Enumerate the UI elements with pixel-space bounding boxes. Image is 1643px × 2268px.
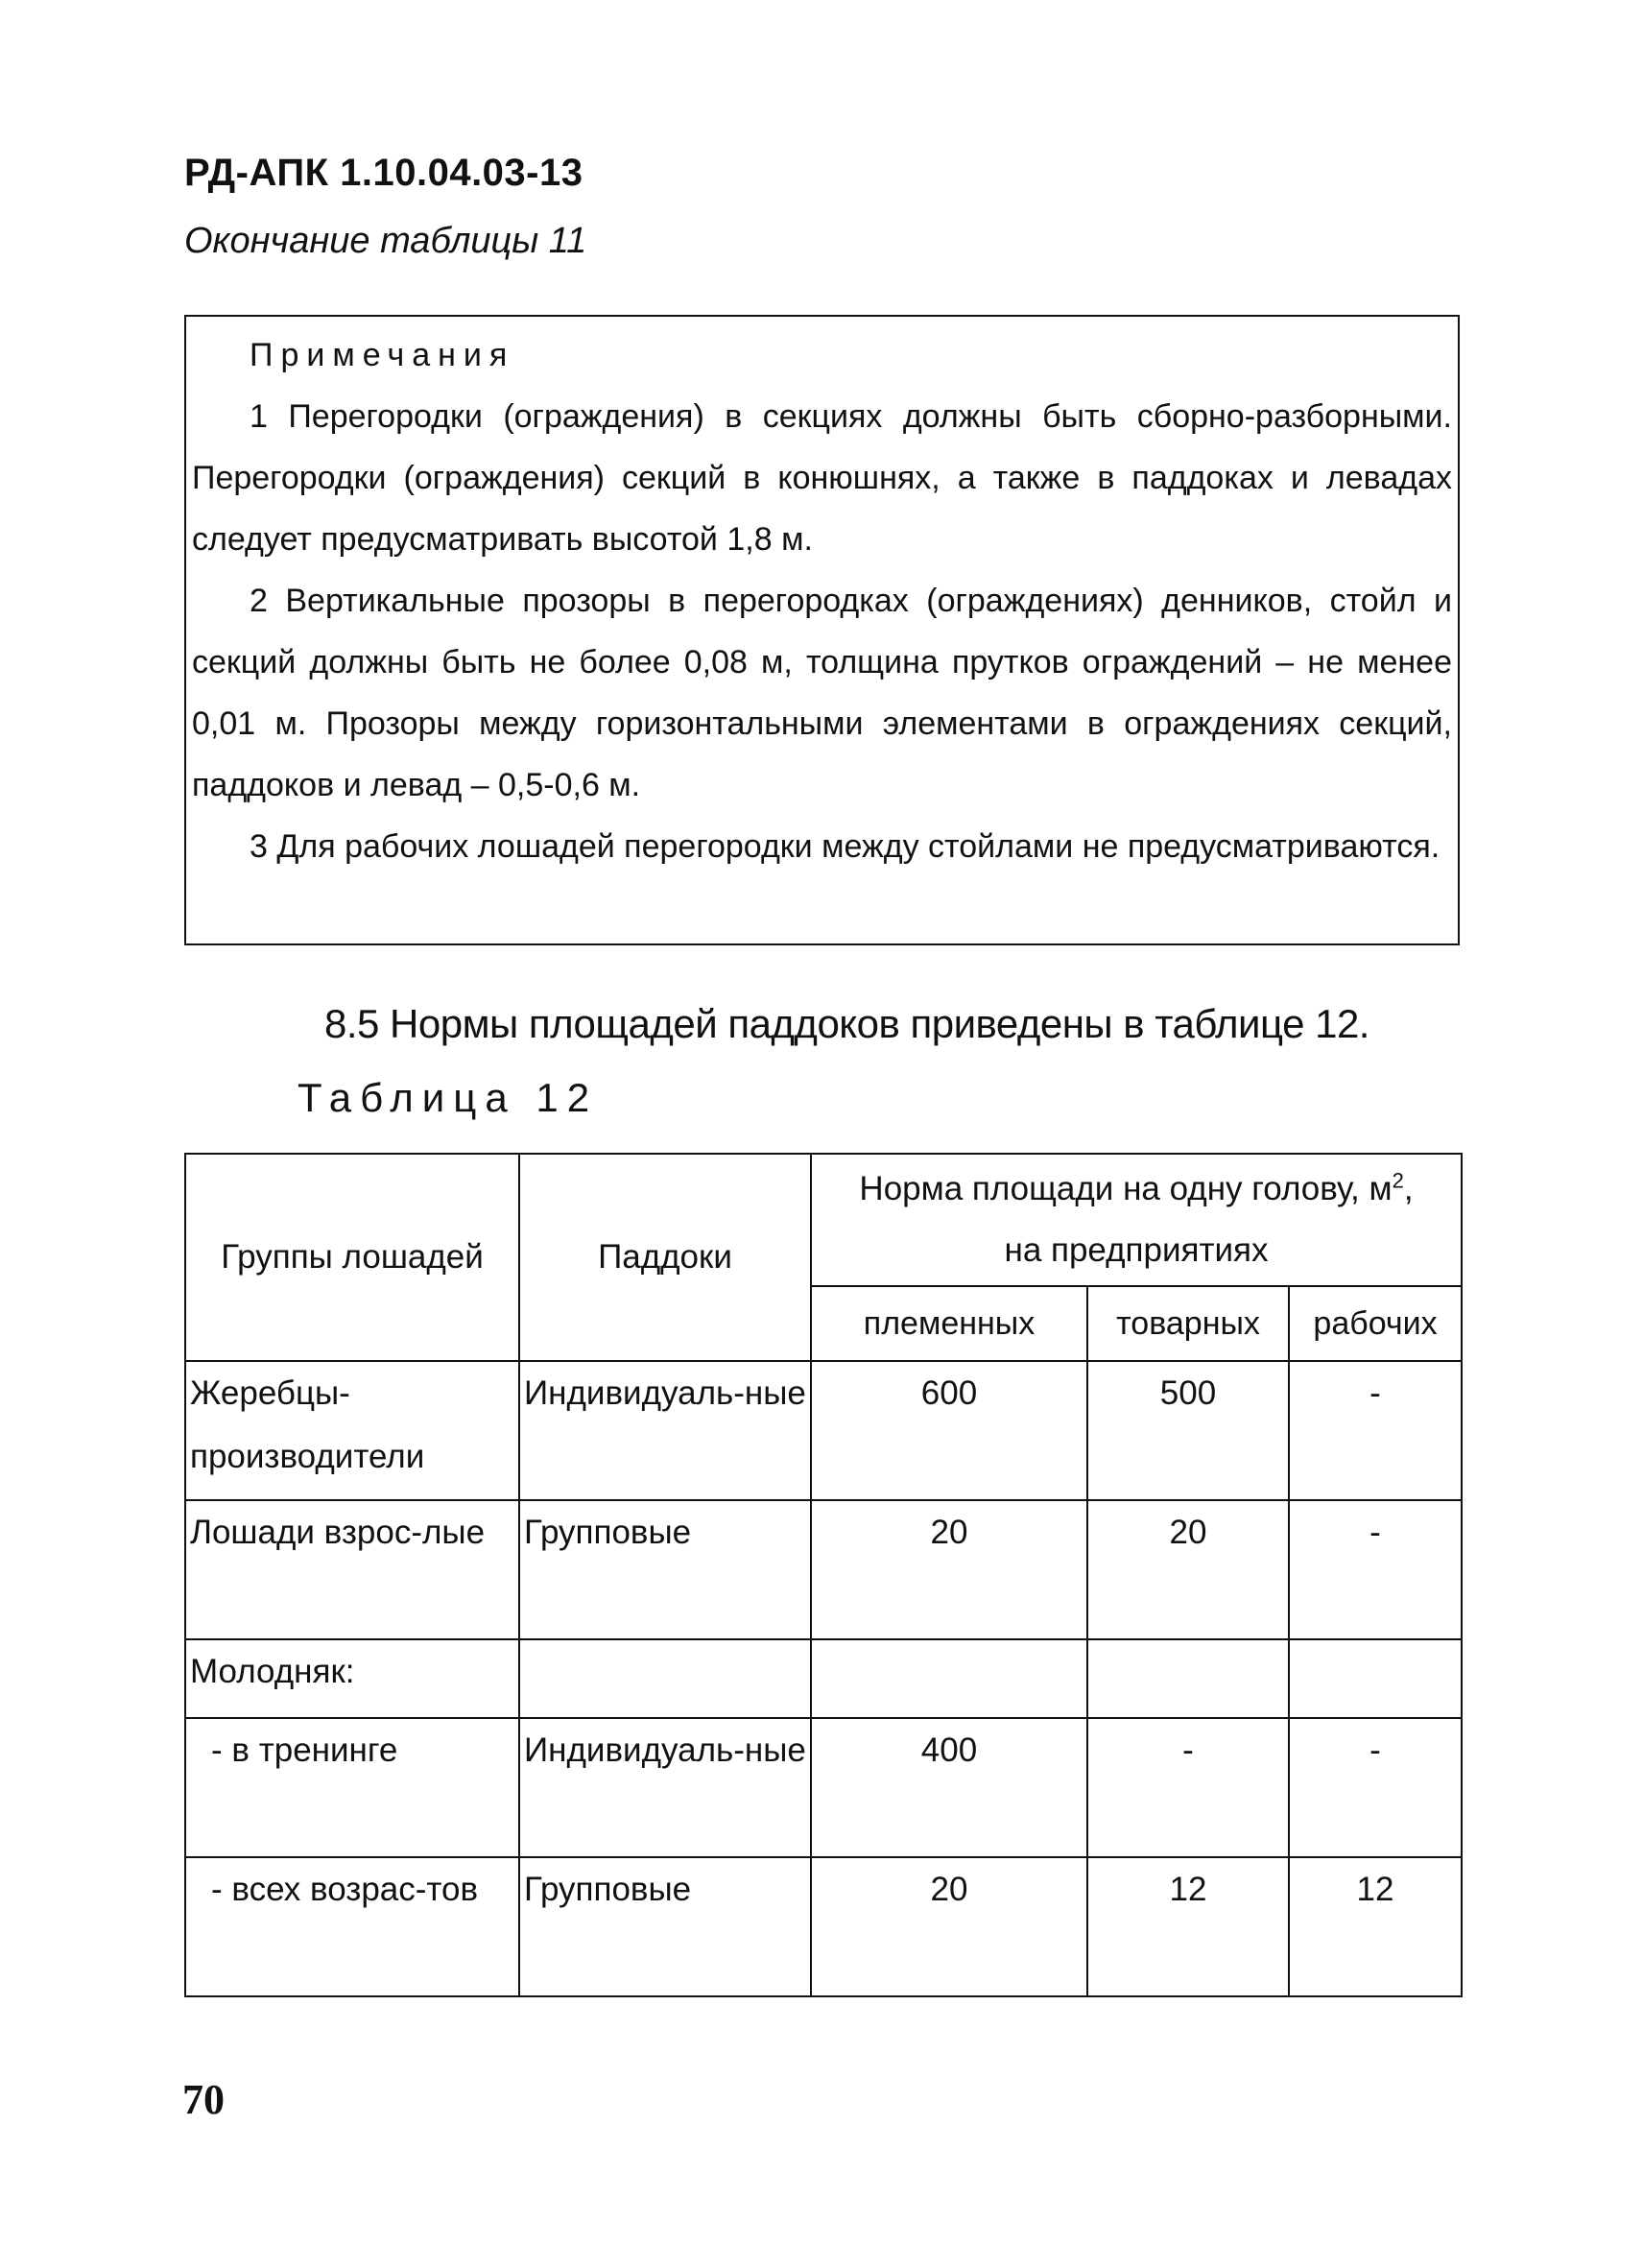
header-breeding: племенных: [811, 1286, 1087, 1361]
value-breeding: [811, 1639, 1087, 1718]
table-row: [185, 1857, 1462, 1996]
paddock-cell: Индивидуаль-ные: [519, 1718, 811, 1857]
value-commercial: 20: [1087, 1500, 1289, 1639]
header-working: рабочих: [1289, 1286, 1462, 1361]
value-breeding: 20: [811, 1857, 1087, 1996]
group-cell: - всех возрас-тов: [185, 1857, 519, 1996]
group-cell: Лошади взрос-лые: [185, 1500, 519, 1639]
note-3: 3 Для рабочих лошадей перегородки между стойлами не предусматриваются.: [250, 828, 1441, 865]
header-commercial: товарных: [1087, 1286, 1289, 1361]
table-continuation-caption: Окончание таблицы 11: [184, 221, 587, 261]
value-commercial: [1087, 1639, 1289, 1718]
header-norm-unit: 2: [1392, 1168, 1404, 1193]
header-norm: [811, 1154, 1462, 1286]
table-row: [185, 1718, 1462, 1857]
header-norm-line1: Норма площади на одну голову, м: [859, 1170, 1393, 1207]
value-breeding: 400: [811, 1718, 1087, 1857]
header-norm-comma: ,: [1403, 1170, 1414, 1207]
header-group: Группы лошадей: [185, 1154, 519, 1361]
value-working: -: [1289, 1361, 1462, 1500]
section-8-5: 8.5 Нормы площадей паддоков приведены в таблице 12.: [324, 1001, 1369, 1046]
group-cell: Жеребцы-производители: [185, 1361, 519, 1500]
header-paddock: Паддоки: [519, 1154, 811, 1361]
value-breeding: 600: [811, 1361, 1087, 1500]
table-row: [185, 1639, 1462, 1718]
value-working: [1289, 1639, 1462, 1718]
group-cell: - в тренинге: [185, 1718, 519, 1857]
table-row: [185, 1500, 1462, 1639]
group-cell: Молодняк:: [185, 1639, 519, 1718]
header-norm-line2: на предприятиях: [1004, 1231, 1269, 1269]
value-working: -: [1289, 1500, 1462, 1639]
paddock-norms-table: [184, 1153, 1463, 1997]
notes-title: Примечания: [250, 337, 515, 373]
notes-box: [184, 315, 1460, 945]
value-working: -: [1289, 1718, 1462, 1857]
table-label: Таблица 12: [298, 1075, 599, 1120]
note-1: 1 Перегородки (ограждения) в секциях должны быть сборно-разборными. Перегородки (ограждения) секций в конюшнях, а также в паддоках и левадах следует предусматривать высотой 1,8 м.: [192, 398, 1452, 558]
paddock-cell: Индивидуаль-ные: [519, 1361, 811, 1500]
table-row: [185, 1361, 1462, 1500]
page-number: 70: [182, 2076, 225, 2123]
value-commercial: 500: [1087, 1361, 1289, 1500]
value-working: 12: [1289, 1857, 1462, 1996]
paddock-cell: Групповые: [519, 1500, 811, 1639]
paddock-cell: [519, 1639, 811, 1718]
value-commercial: 12: [1087, 1857, 1289, 1996]
value-breeding: 20: [811, 1500, 1087, 1639]
paddock-cell: Групповые: [519, 1857, 811, 1996]
document-code: РД-АПК 1.10.04.03-13: [184, 152, 583, 194]
value-commercial: -: [1087, 1718, 1289, 1857]
note-2: 2 Вертикальные прозоры в перегородках (ограждениях) денников, стойл и секций должны быть не более 0,08 м, толщина прутков ограждений – не менее 0,01 м. Прозоры между горизонтальными элементами в ограждениях секций, паддоков и левад – 0,5-0,6 м.: [192, 583, 1452, 803]
